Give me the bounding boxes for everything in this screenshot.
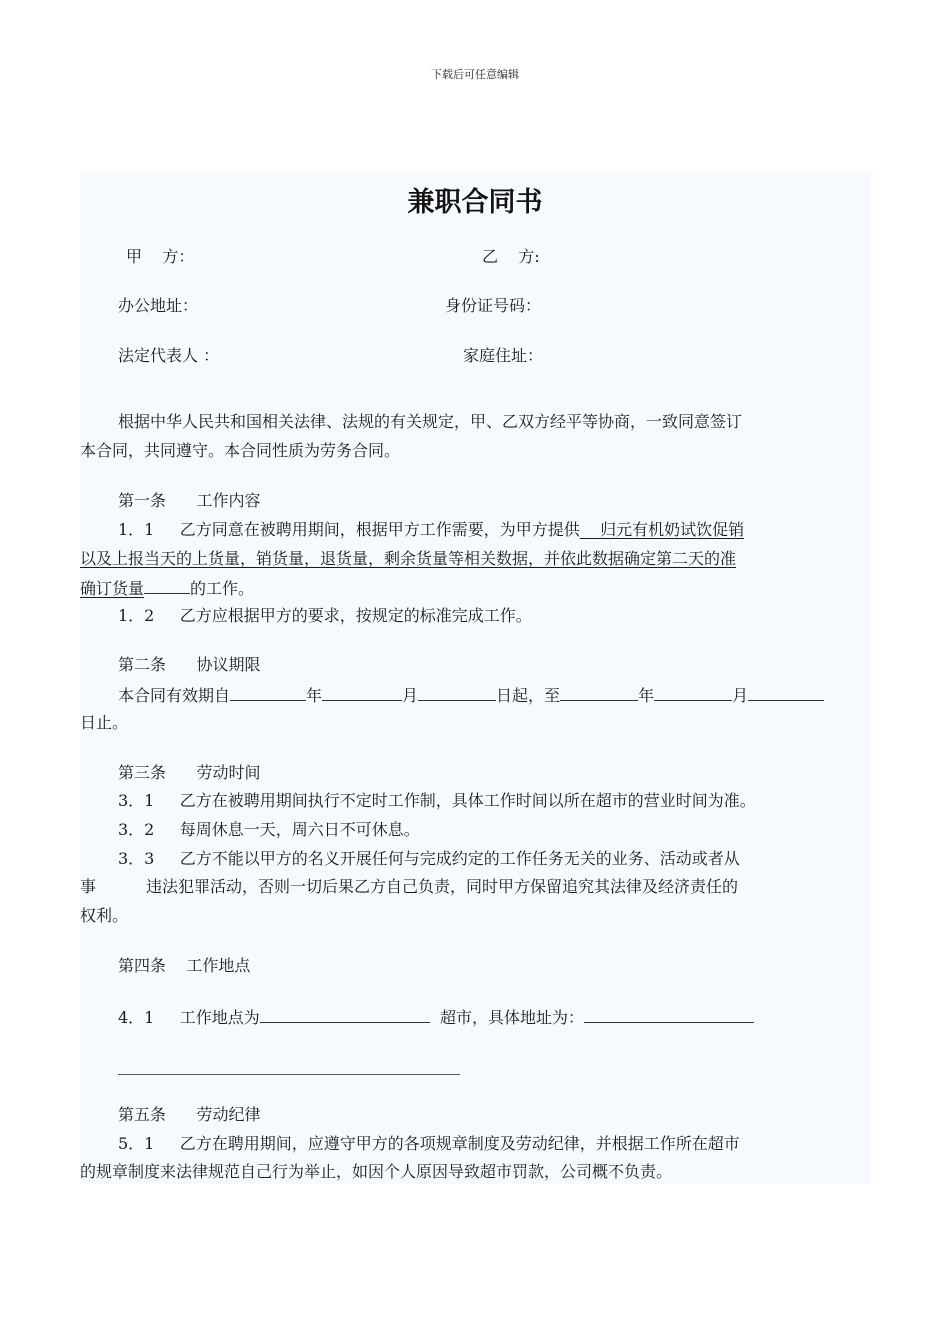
clause-1-1-suffix: 的工作。 (190, 579, 255, 598)
blank-line (230, 686, 306, 701)
clause-1-1-underlined-3: 确订货量 (80, 579, 145, 598)
article-2-heading: 第二条 协议期限 (118, 655, 261, 674)
legal-rep-label: 法定代表人 ： (118, 346, 220, 365)
clause-1-1-underlined-2: 以及上报当天的上货量，销货量，退货量，剩余货量等相关数据，并依此数据确定第二天的准 (80, 549, 737, 568)
header-note: 下载后可任意编辑 (431, 68, 519, 81)
clause-3-3-line-2a: 事 (80, 877, 97, 896)
blank-line (584, 1008, 754, 1023)
blank-line (322, 686, 402, 701)
clause-1-1-line-1 (118, 522, 744, 538)
home-address-label: 家庭住址： (463, 346, 544, 365)
contract-title: 兼职合同书 (407, 187, 543, 218)
day-to-label: 日起，至 (496, 686, 561, 705)
clause-3-2: 3．2 每周休息一天，周六日不可休息。 (118, 820, 420, 839)
term-line-1 (118, 686, 824, 704)
address-blank-line (118, 1074, 460, 1075)
blank-line (418, 686, 496, 701)
blank-line (748, 686, 824, 701)
preamble-line-1: 根据中华人民共和国相关法律、法规的有关规定，甲、乙双方经平等协商，一致同意签订 (118, 412, 743, 431)
clause-3-3-line-1: 3．3 乙方不能以甲方的名义开展任何与完成约定的工作任务无关的业务、活动或者从 (118, 849, 740, 868)
id-number-label: 身份证号码： (445, 296, 542, 315)
office-address-label: 办公地址： (118, 296, 199, 315)
blank-line (260, 1008, 430, 1023)
year-label-2: 年 (638, 686, 655, 705)
term-line-2: 日止。 (80, 713, 129, 732)
article-1-heading: 第一条 工作内容 (118, 491, 261, 510)
clause-3-1: 3．1 乙方在被聘用期间执行不定时工作制，具体工作时间以所在超市的营业时间为准。 (118, 791, 756, 810)
clause-3-3-line-2b: 违法犯罪活动，否则一切后果乙方自己负责，同时甲方保留追究其法律及经济责任的 (146, 877, 739, 896)
supermarket-address-label: 超市，具体地址为： (439, 1008, 584, 1027)
document-body (80, 172, 871, 1184)
preamble-line-2: 本合同，共同遵守。本合同性质为劳务合同。 (80, 441, 401, 460)
clause-5-1-line-1: 5．1 乙方在聘用期间，应遵守甲方的各项规章制度及劳动纪律，并根据工作所在超市 (118, 1134, 740, 1153)
party-b-label: 乙 方: (482, 247, 540, 266)
clause-1-2: 1．2 乙方应根据甲方的要求，按规定的标准完成工作。 (118, 606, 532, 625)
article-5-heading: 第五条 劳动纪律 (118, 1105, 261, 1124)
clause-1-1-underlined-1: 归元有机奶试饮促销 (579, 520, 745, 539)
article-3-heading: 第三条 劳动时间 (118, 763, 261, 782)
blank-line (560, 686, 638, 701)
work-location-label: 4．1 工作地点为 (118, 1008, 260, 1027)
clause-1-1-prefix: 1．1 乙方同意在被聘用期间，根据甲方工作需要，为甲方提供 (118, 520, 580, 539)
year-label: 年 (306, 686, 323, 705)
blank-line (654, 686, 732, 701)
clause-4-1 (118, 1008, 754, 1026)
month-label: 月 (402, 686, 419, 705)
clause-3-3-line-3: 权利。 (80, 906, 129, 925)
term-from-label: 本合同有效期自 (118, 686, 231, 705)
month-label-2: 月 (732, 686, 749, 705)
article-4-heading: 第四条 工作地点 (118, 956, 251, 975)
clause-5-1-line-2: 的规章制度来法律规范自己行为举止，如因个人原因导致超市罚款，公司概不负责。 (80, 1162, 673, 1181)
party-a-label: 甲 方： (126, 247, 195, 266)
blank-line (144, 579, 190, 594)
clause-1-1-line-3 (80, 579, 254, 597)
